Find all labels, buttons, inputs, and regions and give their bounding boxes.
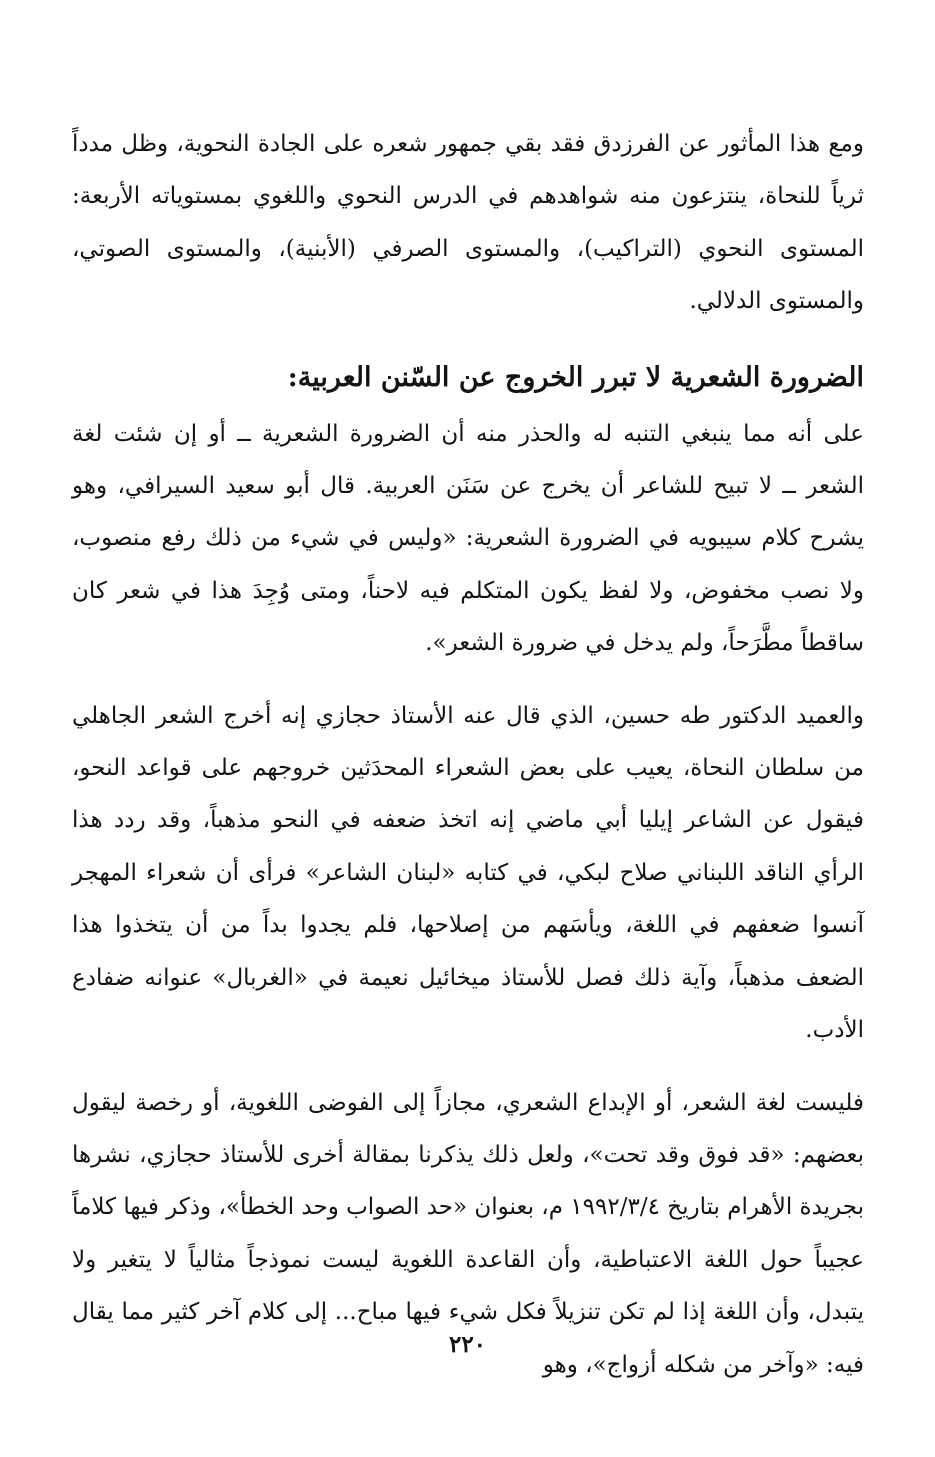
paragraph-poetic-necessity: على أنه مما ينبغي التنبه له والحذر منه أن الضرورة الشعرية ــ أو إن شئت لغة الشعر ــ لا تبيح للشاعر أن يخرج عن سَنَن العربية. قال أبو سعيد السيرافي، وهو يشرح كلام سيبويه في الضرورة الشعرية: «وليس في شيء من ذلك رفع منصوب، ولا نصب مخفوض، ولا لفظ يكون المتكلم فيه لاحناً، ومتى وُجِدَ هذا في شعر كان ساقطاً مطَّرَحاً، ولم يدخل في ضرورة الشعر». xyxy=(72,420,864,657)
paragraph-poetic-language: فليست لغة الشعر، أو الإبداع الشعري، مجازاً إلى الفوضى اللغوية، أو رخصة ليقول بعضهم: «قد فوق وقد تحت»، ولعل ذلك يذكرنا بمقالة أخرى للأستاذ حجازي، نشرها بجريدة الأهرام بتاريخ ١٩٩٢/٣/٤ م، بعنوان «حد الصواب وحد الخطأ»، وذكر فيها كلاماً عجيباً حول اللغة الاعتباطية، وأن القاعدة اللغوية ليست نموذجاً مثالياً لا يتغير ولا يتبدل، وأن اللغة إذا لم تكن تنزيلاً فكل شيء فيها مباح... إلى كلام آخر كثير مما يقال فيه: «وآخر من شكله أزواج»، وهو xyxy=(72,1089,864,1378)
paragraph-taha-hussein: والعميد الدكتور طه حسين، الذي قال عنه الأستاذ حجازي إنه أخرج الشعر الجاهلي من سلطان النحاة، يعيب على بعض الشعراء المحدَثين خروجهم على قواعد النحو، فيقول عن الشاعر إيليا أبي ماضي إنه اتخذ ضعفه في النحو مذهباً، وقد ردد هذا الرأي الناقد اللبناني صلاح لبكي، في كتابه «لبنان الشاعر» فرأى أن شعراء المهجر آنسوا ضعفهم في اللغة، ويأسَهم من إصلاحها، فلم يجدوا بداً من أن يتخذوا هذا الضعف مذهباً، وآية ذلك فصل للأستاذ ميخائيل نعيمة في «الغربال» عنوانه ضفادع الأدب. xyxy=(72,702,864,1044)
section-heading: الضرورة الشعرية لا تبرر الخروج عن السّنن العربية: xyxy=(287,361,864,393)
page-body xyxy=(72,118,864,1391)
paragraph-farazdaq: ومع هذا المأثور عن الفرزدق فقد بقي جمهور شعره على الجادة النحوية، وظل مدداً ثرياً للنحاة، ينتزعون منه شواهدهم في الدرس النحوي واللغوي بمستوياته الأربعة: المستوى النحوي (التراكيب)، والمستوى الصرفي (الأبنية)، والمستوى الصوتي، والمستوى الدلالي. xyxy=(72,131,864,315)
page-number: ٢٢٠ xyxy=(448,1331,487,1358)
